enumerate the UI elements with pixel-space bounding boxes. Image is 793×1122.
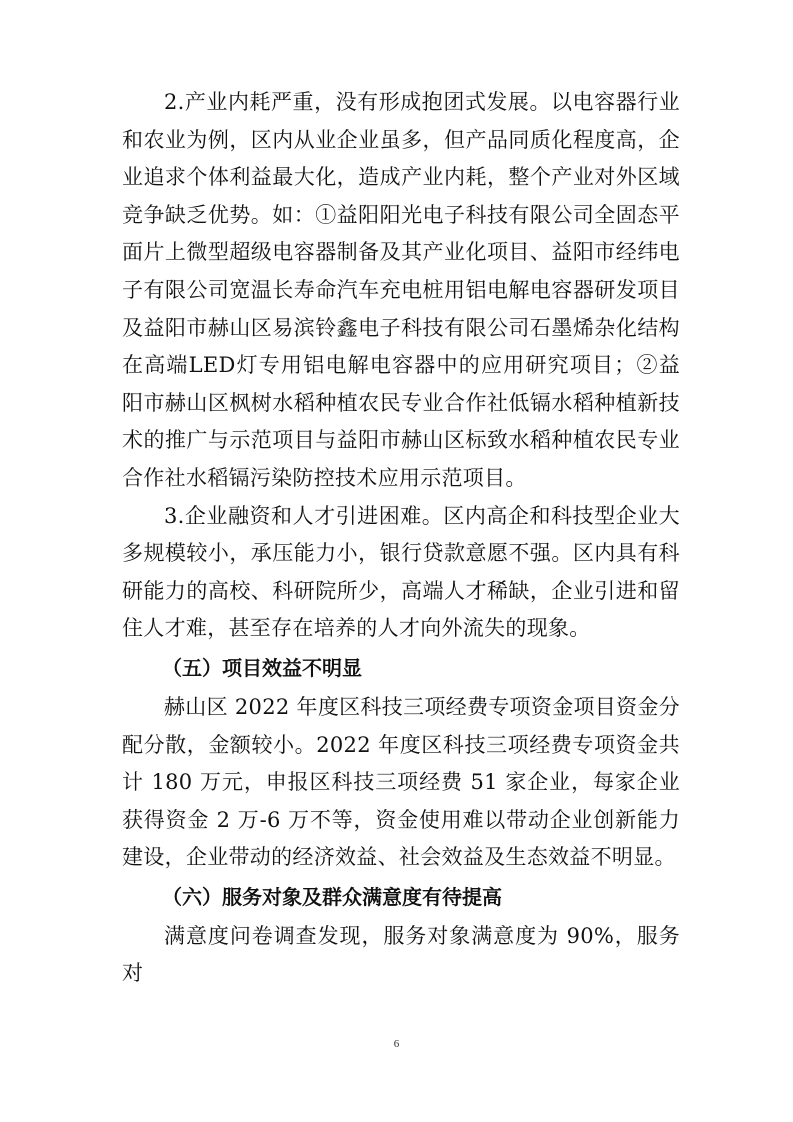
paragraph-project-benefit: 赫山区 2022 年度区科技三项经费专项资金项目资金分配分散，金额较小。2022 年度区科技三项经费专项资金共计 180 万元，申报区科技三项经费 51 家企业，每家企业获得资金 2 万-6 万不等，资金使用难以带动企业创新能力建设，企业带动的经济效益、社会效益及生态效益不明显。 (122, 694, 680, 870)
page-number: 6 (393, 1038, 400, 1050)
document-body (122, 84, 680, 993)
paragraph-satisfaction: 满意度问卷调查发现，服务对象满意度为 90%，服务对 (122, 923, 680, 986)
paragraph-financing-talent: 3.企业融资和人才引进困难。区内高企和科技型企业大多规模较小，承压能力小，银行贷款意愿不强。区内具有科研能力的高校、科研院所少，高端人才稀缺，企业引进和留住人才难，甚至存在培养的人才向外流失的现象。 (122, 503, 680, 641)
section-heading-satisfaction: （六）服务对象及群众满意度有待提高 (162, 884, 502, 909)
section-heading-project-benefit: （五）项目效益不明显 (162, 655, 362, 680)
paragraph-industry-internal-friction: 2.产业内耗严重，没有形成抱团式发展。以电容器行业和农业为例，区内从业企业虽多，但产品同质化程度高，企业追求个体利益最大化，造成产业内耗，整个产业对外区域竞争缺乏优势。如：①益阳阳光电子科技有限公司全固态平面片上微型超级电容器制备及其产业化项目、益阳市经纬电子有限公司宽温长寿命汽车充电桩用铝电解电容器研发项目及益阳市赫山区易滨铃鑫电子科技有限公司石墨烯杂化结构在高端LED灯专用铝电解电容器中的应用研究项目；②益阳市赫山区枫树水稻种植农民专业合作社低镉水稻种植新技术的推广与示范项目与益阳市赫山区标致水稻种植农民专业合作社水稻镉污染防控技术应用示范项目。 (122, 90, 680, 490)
